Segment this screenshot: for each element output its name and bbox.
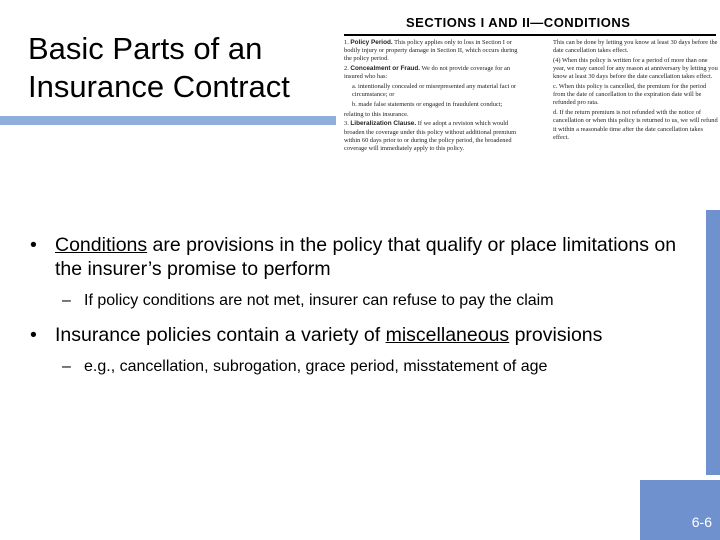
dash-glyph: – xyxy=(62,358,71,375)
bullet-text: are provisions in the policy that qualify or place limitations on the insurer’s promise to perform xyxy=(55,234,677,280)
page-number: 6-6 xyxy=(691,514,712,530)
title-underline-rule xyxy=(0,116,340,125)
bullet-glyph: • xyxy=(30,324,37,346)
sub-bullet-text: e.g., cancellation, subrogation, grace period, misstatement of age xyxy=(84,358,548,375)
sub-bullet-text: If policy conditions are not met, insurer can refuse to pay the claim xyxy=(84,292,554,309)
title-line-1: Basic Parts of an xyxy=(28,31,263,66)
right-accent-bar xyxy=(706,210,720,475)
title-line-2: Insurance Contract xyxy=(28,69,290,104)
excerpt-paragraph: d. If the return premium is not refunded with the notice of cancellation or when this policy is returned to us, we will refund it within a reasonable time after the date cancellation takes effect. xyxy=(553,109,718,141)
excerpt-paragraph: a. intentionally concealed or misrepresented any material fact or circumstance; or xyxy=(352,83,517,99)
bullet-text: Insurance policies contain a variety of xyxy=(55,324,386,346)
excerpt-paragraph: 1. Policy Period. This policy applies only to loss in Section I or bodily injury or property damage in Section II, which occurs during the policy period. xyxy=(344,39,518,63)
excerpt-paragraph: This can be done by letting you know at least 30 days before the date cancellation takes effect. xyxy=(553,39,718,55)
excerpt-paragraph: (4) When this policy is written for a period of more than one year, we may cancel for any reason at anniversary by letting you know at least 30 days before the date cancellation takes effect. xyxy=(553,56,718,81)
excerpt-paragraph: relating to this insurance. xyxy=(344,110,409,118)
page-number-box xyxy=(640,480,720,540)
policy-excerpt-image xyxy=(336,12,720,212)
excerpt-paragraph: b. made false statements or engaged in fraudulent conduct; xyxy=(352,100,503,108)
excerpt-paragraph: 2. Concealment or Fraud. We do not provide coverage for an insured who has: xyxy=(344,65,511,81)
excerpt-heading-rule xyxy=(344,34,716,36)
excerpt-paragraph: c. When this policy is cancelled, the premium for the period from the date of cancellation to the expiration date will be refunded pro rata. xyxy=(553,83,707,107)
term-miscellaneous: miscellaneous xyxy=(385,324,510,346)
sub-bullet-item xyxy=(30,357,700,377)
sub-bullet-item xyxy=(30,291,700,311)
bullet-text: provisions xyxy=(509,324,603,346)
bullet-item xyxy=(30,323,700,347)
term-conditions: Conditions xyxy=(55,234,148,256)
bullet-item xyxy=(30,233,700,281)
excerpt-heading: SECTIONS I AND II—CONDITIONS xyxy=(406,15,631,30)
excerpt-paragraph: 3. Liberalization Clause. If we adopt a revision which would broaden the coverage under this policy without additional premium within 60 days prior to or during the policy period, the broadened coverage will immediately apply to this policy. xyxy=(344,120,517,152)
dash-glyph: – xyxy=(62,292,71,309)
excerpt-right-column xyxy=(553,39,719,143)
excerpt-left-column xyxy=(344,39,522,155)
bullet-list xyxy=(30,233,700,389)
slide-title xyxy=(28,30,338,106)
bullet-glyph: • xyxy=(30,234,37,256)
